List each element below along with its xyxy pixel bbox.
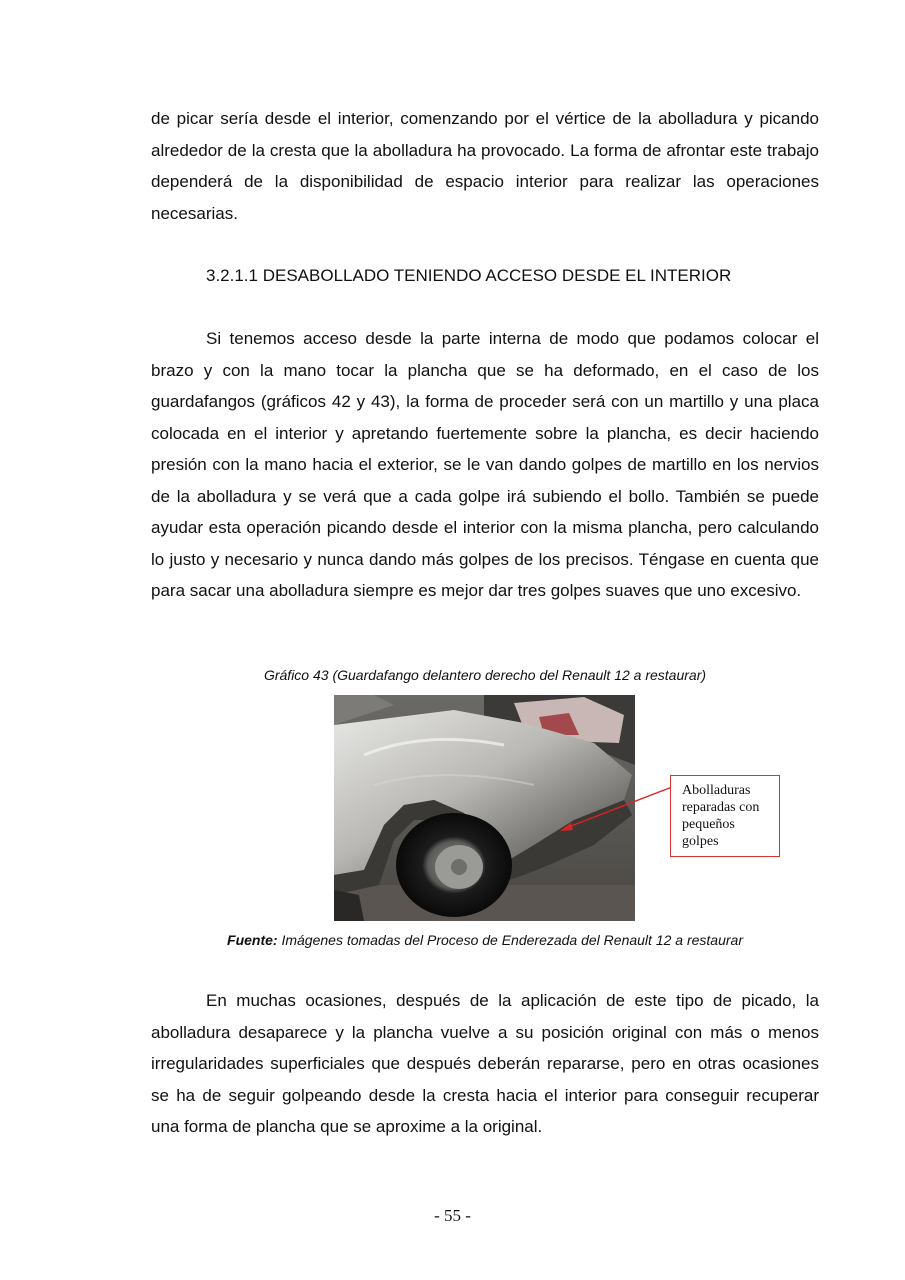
paragraph-closing: En muchas ocasiones, después de la aplicación de este tipo de picado, la abolladura desaparece y la plancha vuelve a su posición original con más o menos irregularidades superficiales que después deberán repararse, pero en otras ocasiones se ha de seguir golpeando desde la cresta hacia el interior para conseguir recuperar una forma de plancha que se aproxime a la original. <box>151 991 819 1136</box>
callout-text: Abolladuras reparadas con pequeños golpes <box>682 783 760 849</box>
paragraph-body: Si tenemos acceso desde la parte interna de modo que podamos colocar el brazo y con la mano tocar la plancha que se ha deformado, en el caso de los guardafangos (gráficos 42 y 43), la forma de proceder será con un martillo y una placa colocada en el interior y apretando fuertemente sobre la plancha, es decir haciendo presión con la mano hacia el exterior, se le van dando golpes de martillo en los nervios de la abolladura y se verá que a cada golpe irá subiendo el bollo. También se puede ayudar esta operación picando desde el interior con la misma plancha, pero calculando lo justo y necesario y nunca dando más golpes de los precisos. Téngase en cuenta que para sacar una abolladura siempre es mejor dar tres golpes suaves que uno excesivo. <box>151 329 819 600</box>
source-text: Imágenes tomadas del Proceso de Enderezada del Renault 12 a restaurar <box>277 932 743 948</box>
paragraph-intro: de picar sería desde el interior, comenzando por el vértice de la abolladura y picando alrededor de la cresta que la abolladura ha provocado. La forma de afrontar este trabajo dependerá de la disponibilidad de espacio interior para realizar las operaciones necesarias. <box>151 109 819 223</box>
callout-box <box>670 775 780 857</box>
callout-arrow <box>556 785 676 835</box>
section-heading: 3.2.1.1 DESABOLLADO TENIENDO ACCESO DESDE EL INTERIOR <box>206 266 732 285</box>
page-number: - 55 - <box>434 1206 471 1225</box>
figure-caption: Gráfico 43 (Guardafango delantero derecho del Renault 12 a restaurar) <box>263 667 707 683</box>
source-label: Fuente: <box>227 932 278 948</box>
figure-source <box>151 932 819 948</box>
